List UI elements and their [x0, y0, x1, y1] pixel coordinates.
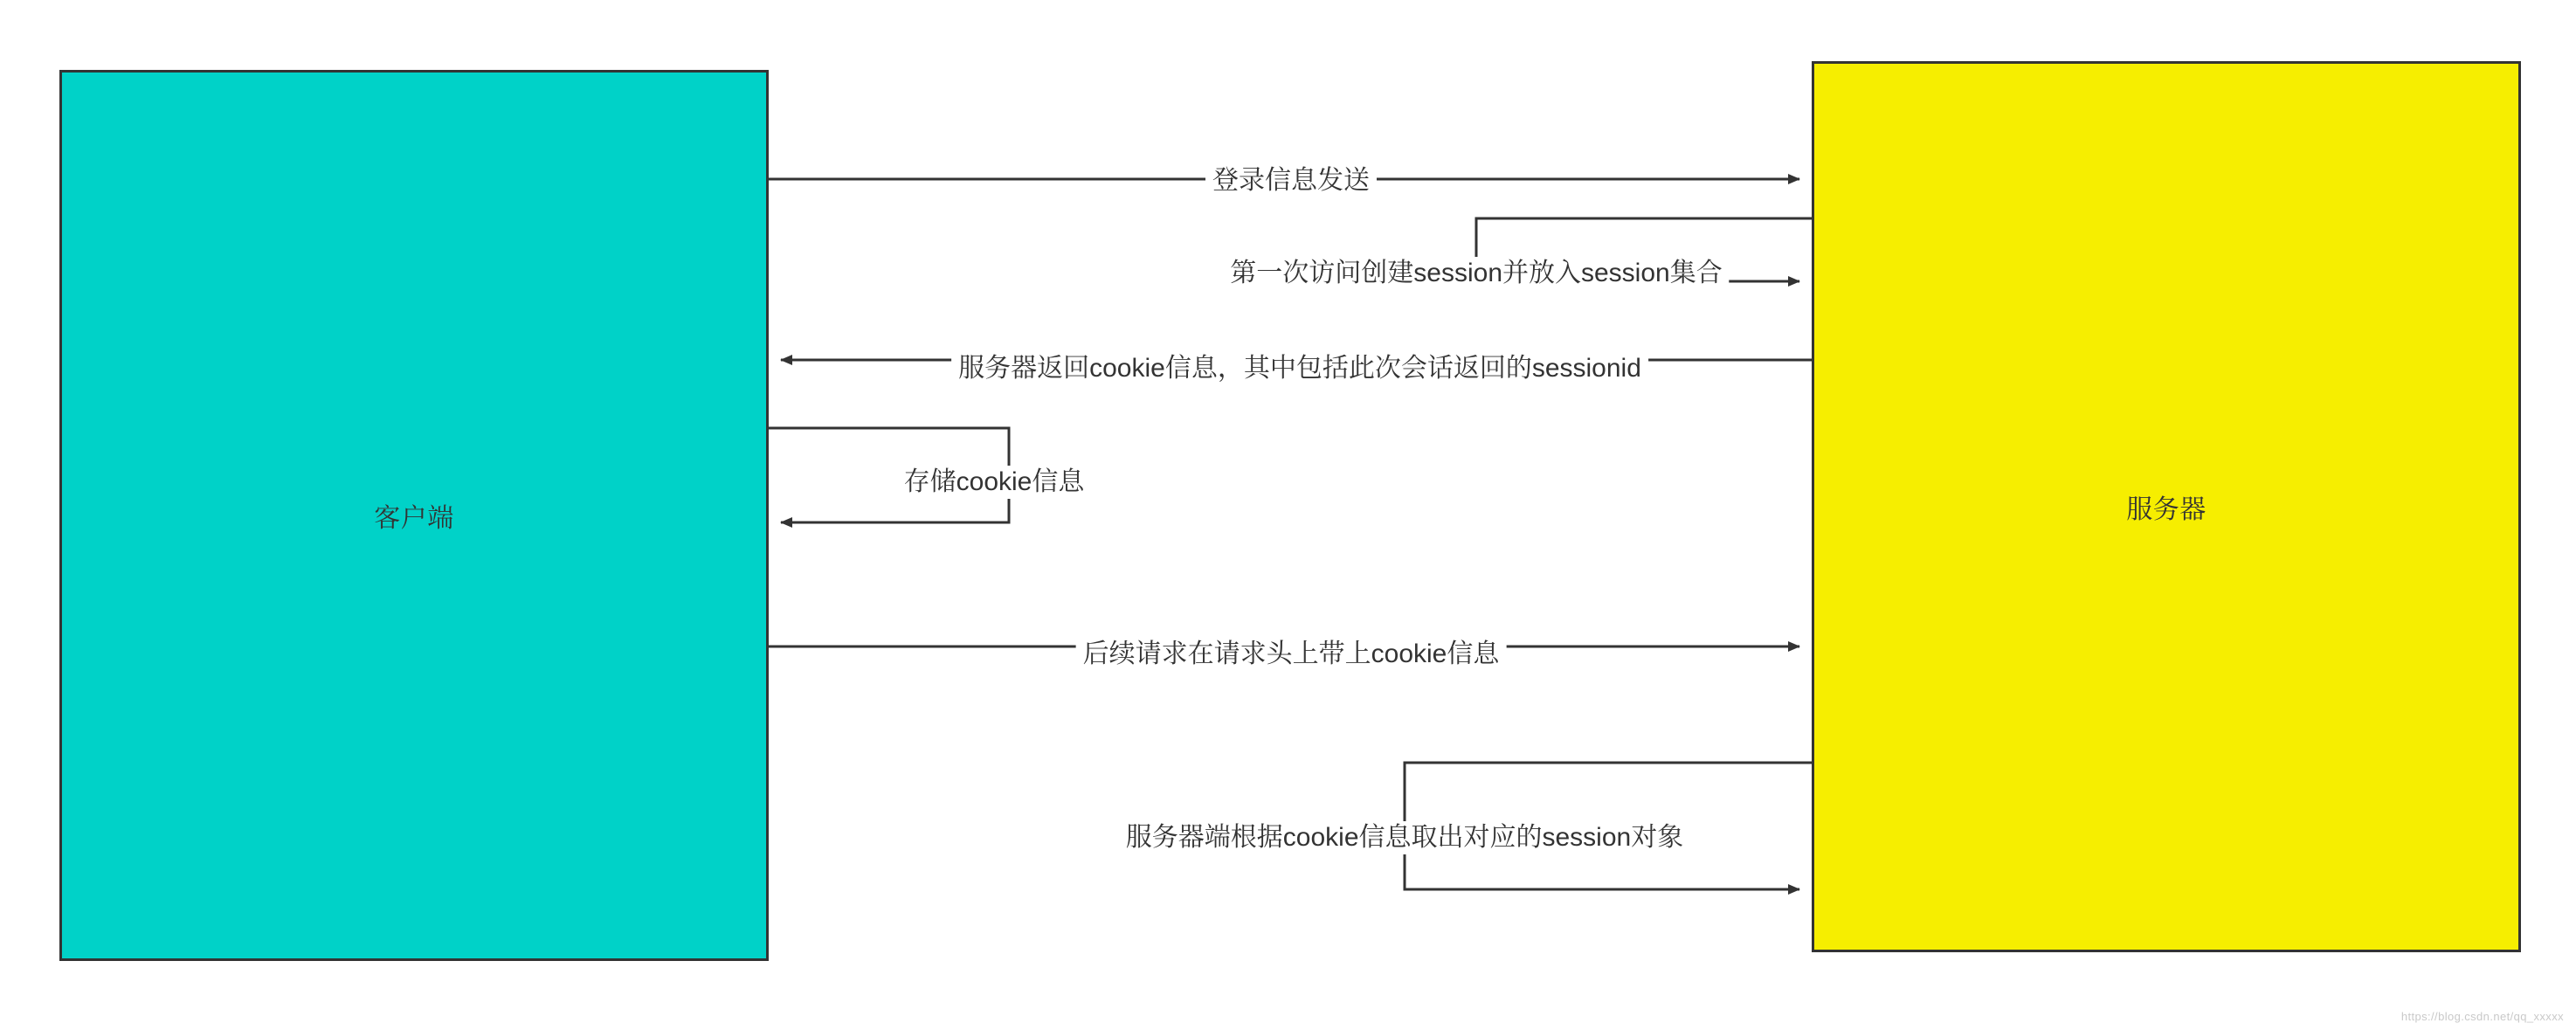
watermark-text: https://blog.csdn.net/qq_xxxxx — [2400, 1010, 2564, 1023]
node-server[interactable] — [1812, 61, 2521, 952]
node-client[interactable] — [59, 70, 769, 961]
edge-label-login-send: 登录信息发送 — [1205, 164, 1377, 197]
edge-label-store-cookie: 存储cookie信息 — [897, 466, 1092, 499]
edge-label-fetch-session: 服务器端根据cookie信息取出对应的session对象 — [1119, 821, 1690, 854]
edge-label-subsequent-request: 后续请求在请求头上带上cookie信息 — [1076, 638, 1507, 671]
edge-label-return-cookie: 服务器返回cookie信息，其中包括此次会话返回的sessionid — [951, 352, 1648, 385]
node-server-label: 服务器 — [2126, 495, 2207, 524]
edge-label-create-session: 第一次访问创建session并放入session集合 — [1223, 257, 1729, 290]
node-client-label: 客户端 — [374, 504, 454, 533]
